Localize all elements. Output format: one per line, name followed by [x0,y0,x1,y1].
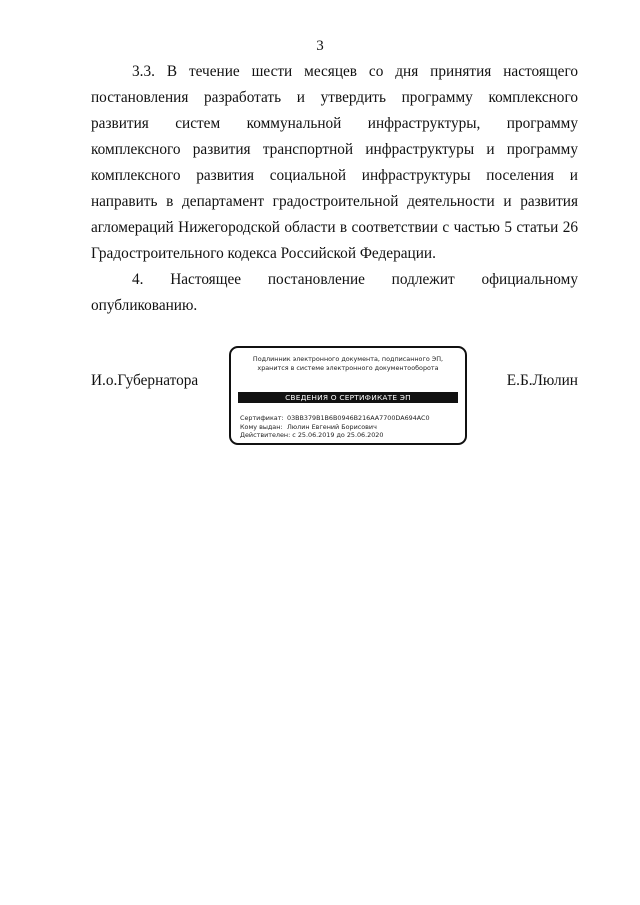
stamp-row-valid [240,431,430,440]
certificate-label: Сертификат: [240,414,284,422]
valid-label: Действителен: [240,431,291,439]
paragraph-3-3-text: 3.3. В течение шести месяцев со дня принятия настоящего постановления разработать и утвердить программу комплексного развития систем коммунальной инфраструктуры, программу комплексного развития транспортной инфраструктуры и программу комплексного развития социальной инфраструктуры поселения и направить в департамент градостроительной деятельности и развития агломераций Нижегородской области в соответствии с частью 5 статьи 26 Градостроительного кодекса Российской Федерации. [91,63,578,262]
stamp-note-line-1: Подлинник электронного документа, подписанного ЭП, [252,355,444,363]
stamp-note-line-2: хранится в системе электронного документооборота [257,364,439,372]
valid-value: с 25.06.2019 до 25.06.2020 [292,431,384,439]
signatory-name: Е.Б.Люлин [506,372,578,389]
paragraph-4-text: 4. Настоящее постановление подлежит официальному опубликованию. [91,271,578,314]
stamp-details [240,414,430,440]
issued-to-value: Люлин Евгений Борисович [287,422,377,431]
page-number: 3 [316,38,324,54]
stamp-row-certificate [240,414,430,423]
stamp-note [231,355,465,373]
electronic-signature-stamp [229,346,467,445]
stamp-banner: СВЕДЕНИЯ О СЕРТИФИКАТЕ ЭП [238,392,458,403]
paragraph-4 [91,267,578,319]
certificate-value: 03BB379B1B6B0946B216AA7700DA694AC0 [287,414,430,422]
issued-to-label: Кому выдан: [240,422,283,431]
stamp-row-issued-to [240,423,430,432]
signatory-position: И.о.Губернатора [91,372,199,389]
paragraph-3-3 [91,59,578,267]
